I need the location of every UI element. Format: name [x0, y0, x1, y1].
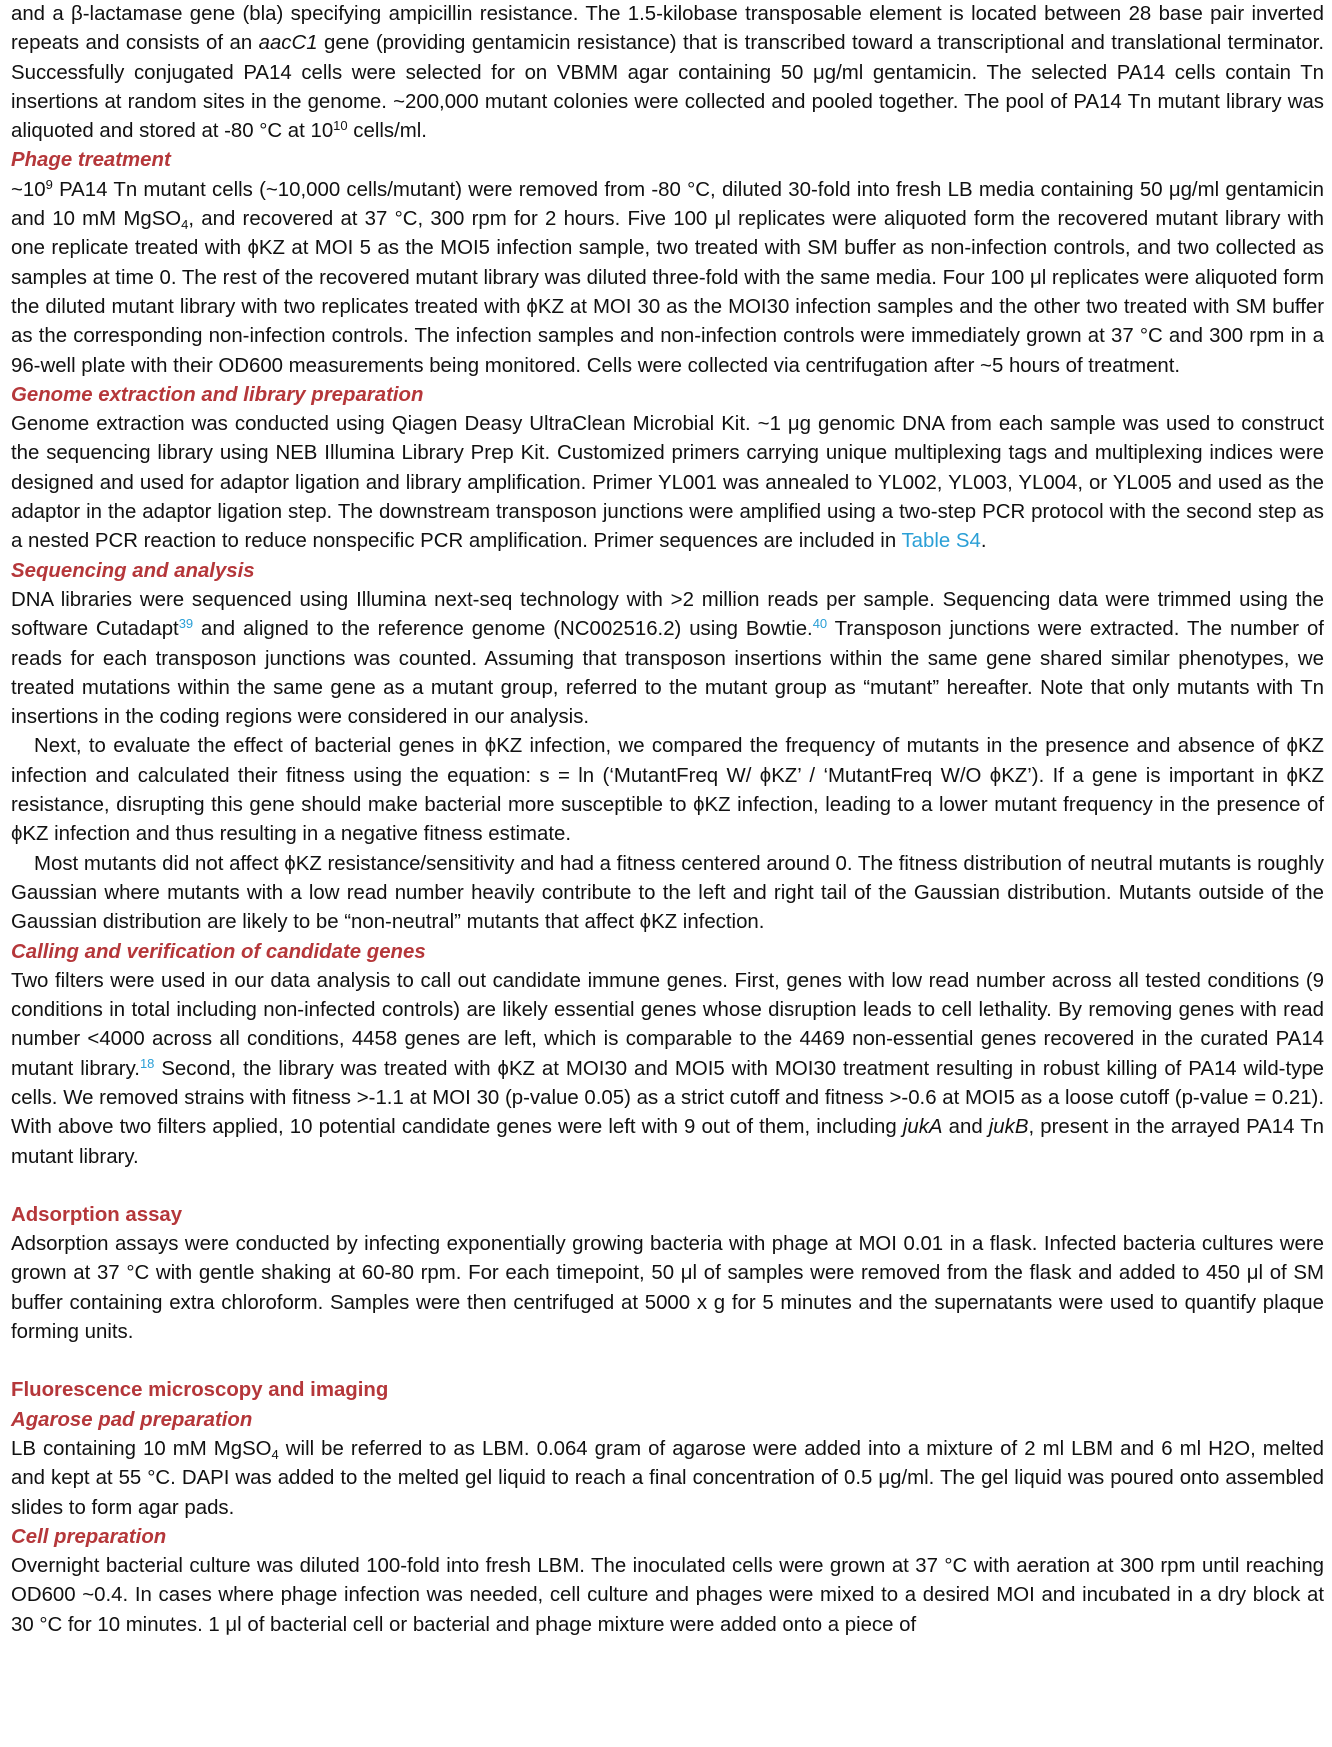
intro-text-2: gene (providing gentamicin resistance) that is transcribed toward a transcriptional and translational terminator. Successfully conjugated PA14 cells were selected for on VBMM agar containing 50 μg/ml gentamicin. The selected PA14 cells contain Tn insertions at random sites in the genome. ~200,000 mutant colonies were collected and pooled together. The pool of PA14 Tn mutant library was aliquoted and stored at -80 °C at 10 [11, 32, 1324, 143]
gene-aacC1: aacC1 [258, 32, 318, 55]
calling-and: and [942, 1116, 989, 1139]
article-page [11, 0, 1324, 1640]
citation-18[interactable]: 18 [139, 1055, 155, 1071]
genome-text-2: . [980, 530, 987, 553]
sequencing-paragraph-2: Next, to evaluate the effect of bacterial genes in ϕKZ infection, we compared the frequency of mutants in the presence and absence of ϕKZ infection and calculated their fitness using the equation: s = ln (‘MutantFreq W/ ϕKZ’ / ‘MutantFreq W/O ϕKZ’). If a gene is important in ϕKZ resistance, disrupting this gene should make bacterial more susceptible to ϕKZ infection, leading to a lower mutant frequency in the presence of ϕKZ infection and thus resulting in a negative fitness estimate. [11, 735, 1324, 846]
calling-paragraph [11, 967, 1324, 1172]
phage-treatment-heading: Phage treatment [11, 149, 171, 172]
agarose-text-1: LB containing 10 mM MgSO [11, 1437, 272, 1460]
phage-text-2: PA14 Tn mutant cells (~10,000 cells/mutant) were removed from -80 °C, diluted 30-fold into fresh LB media containing 50 μg/ml gentamicin and 10 mM MgSO [11, 178, 1324, 231]
intro-paragraph [11, 0, 1324, 146]
subscript: 4 [271, 1446, 279, 1462]
sequencing-paragraph-3: Most mutants did not affect ϕKZ resistance/sensitivity and had a fitness centered around 0. The fitness distribution of neutral mutants is roughly Gaussian where mutants with a low read number heavily contribute to the left and right tail of the Gaussian distribution. Mutants outside of the Gaussian distribution are likely to be “non-neutral” mutants that affect ϕKZ infection. [11, 852, 1324, 934]
seq-text-2: and aligned to the reference genome (NC002516.2) using Bowtie. [193, 618, 813, 641]
adsorption-paragraph: Adsorption assays were conducted by infecting exponentially growing bacteria with phage at MOI 0.01 in a flask. Infected bacteria cultures were grown at 37 °C with gentle shaking at 60-80 rpm. For each timepoint, 50 μl of samples were removed from the flask and added to 450 μl of SM buffer containing extra chloroform. Samples were then centrifuged at 5000 x g for 5 minutes and the supernatants were used to quantify plaque forming units. [11, 1233, 1324, 1344]
agarose-text-2: will be referred to as LBM. 0.064 gram of agarose were added into a mixture of 2 ml LBM and 6 ml H2O, melted and kept at 55 °C. DAPI was added to the melted gel liquid to reach a final concentration of 0.5 μg/ml. The gel liquid was poured onto assembled slides to form agar pads. [11, 1437, 1324, 1519]
subscript: 4 [181, 217, 189, 233]
calling-text-1: Two filters were used in our data analysis to call out candidate immune genes. First, genes with low read number across all tested conditions (9 conditions in total including non-infected controls) are likely essential genes whose disruption leads to cell lethality. By removing genes with read number <4000 across all conditions, 4458 genes are left, which is comparable to the 4469 non-essential genes recovered in the curated PA14 mutant library. [11, 969, 1324, 1080]
intro-text-3: cells/ml. [347, 120, 427, 143]
citation-39[interactable]: 39 [178, 616, 194, 632]
section-gap [11, 1172, 1324, 1201]
adsorption-heading: Adsorption assay [11, 1203, 183, 1226]
intro-text-1: and a β-lactamase gene (bla) specifying ampicillin resistance. The 1.5-kilobase transposable element is located between 28 base pair inverted repeats and consists of an [11, 3, 1324, 55]
genome-extraction-paragraph [11, 410, 1324, 556]
phage-text-1: ~10 [11, 178, 46, 201]
sequencing-paragraph-1 [11, 586, 1324, 732]
cell-preparation-heading: Cell preparation [11, 1525, 167, 1548]
phage-text-3: , and recovered at 37 °C, 300 rpm for 2 hours. Five 100 μl replicates were aliquoted form the recovered mutant library with one replicate treated with ϕKZ at MOI 5 as the MOI5 infection sample, two treated with SM buffer as non-infection controls, and two collected as samples at time 0. The rest of the recovered mutant library was diluted three-fold with the same media. Four 100 μl replicates were aliquoted form the diluted mutant library with two replicates treated with ϕKZ at MOI 30 as the MOI30 infection samples and the other two treated with SM buffer as the corresponding non-infection controls. The infection samples and non-infection controls were immediately grown at 37 °C and 300 rpm in a 96-well plate with their OD600 measurements being monitored. Cells were collected via centrifugation after ~5 hours of treatment. [11, 208, 1324, 377]
calling-heading: Calling and verification of candidate genes [11, 940, 426, 963]
calling-text-3: , present in the arrayed PA14 Tn mutant library. [11, 1116, 1324, 1168]
table-s4-link[interactable]: Table S4 [901, 530, 981, 553]
citation-40[interactable]: 40 [812, 616, 828, 632]
cell-preparation-paragraph: Overnight bacterial culture was diluted 100-fold into fresh LBM. The inoculated cells were grown at 37 °C with aeration at 300 rpm until reaching OD600 ~0.4. In cases where phage infection was needed, cell culture and phages were mixed to a desired MOI and incubated in a dry block at 30 °C for 10 minutes. 1 μl of bacterial cell or bacterial and phage mixture were added onto a piece of [11, 1555, 1324, 1636]
exponent: 9 [45, 176, 53, 192]
genome-extraction-heading: Genome extraction and library preparation [11, 383, 424, 406]
sequencing-heading: Sequencing and analysis [11, 559, 255, 582]
section-gap [11, 1347, 1324, 1376]
calling-text-2: Second, the library was treated with ϕKZ at MOI30 and MOI5 with MOI30 treatment resulting in robust killing of PA14 wild-type cells. We removed strains with fitness >-1.1 at MOI 30 (p-value 0.05) as a strict cutoff and fitness >-0.6 at MOI5 as a loose cutoff (p-value = 0.21). With above two filters applied, 10 potential candidate genes were left with 9 out of them, including [11, 1057, 1325, 1139]
seq-text-1: DNA libraries were sequenced using Illumina next-seq technology with >2 million reads per sample. Sequencing data were trimmed using the software Cutadapt [11, 588, 1324, 641]
phage-treatment-paragraph [11, 176, 1324, 381]
agarose-paragraph [11, 1435, 1324, 1523]
seq-text-3: Transposon junctions were extracted. The number of reads for each transposon junctions was counted. Assuming that transposon insertions within the same gene shared similar phenotypes, we treated mutations within the same gene as a mutant group, referred to the mutant group as “mutant” hereafter. Note that only mutants with Tn insertions in the coding regions were considered in our analysis. [11, 618, 1324, 729]
exponent: 10 [333, 118, 348, 134]
genome-text-1: Genome extraction was conducted using Qiagen Deasy UltraClean Microbial Kit. ~1 μg genomic DNA from each sample was used to construct the sequencing library using NEB Illumina Library Prep Kit. Customized primers carrying unique multiplexing tags and multiplexing indices were designed and used for adaptor ligation and library amplification. Primer YL001 was annealed to YL002, YL003, YL004, or YL005 and used as the adaptor in the adaptor ligation step. The downstream transposon junctions were amplified using a two-step PCR protocol with the second step as a nested PCR reaction to reduce nonspecific PCR amplification. Primer sequences are included in [11, 413, 1324, 553]
agarose-heading: Agarose pad preparation [11, 1408, 253, 1431]
gene-jukA: jukA [902, 1116, 943, 1139]
gene-jukB: jukB [988, 1116, 1029, 1139]
fluorescence-heading: Fluorescence microscopy and imaging [11, 1379, 389, 1402]
